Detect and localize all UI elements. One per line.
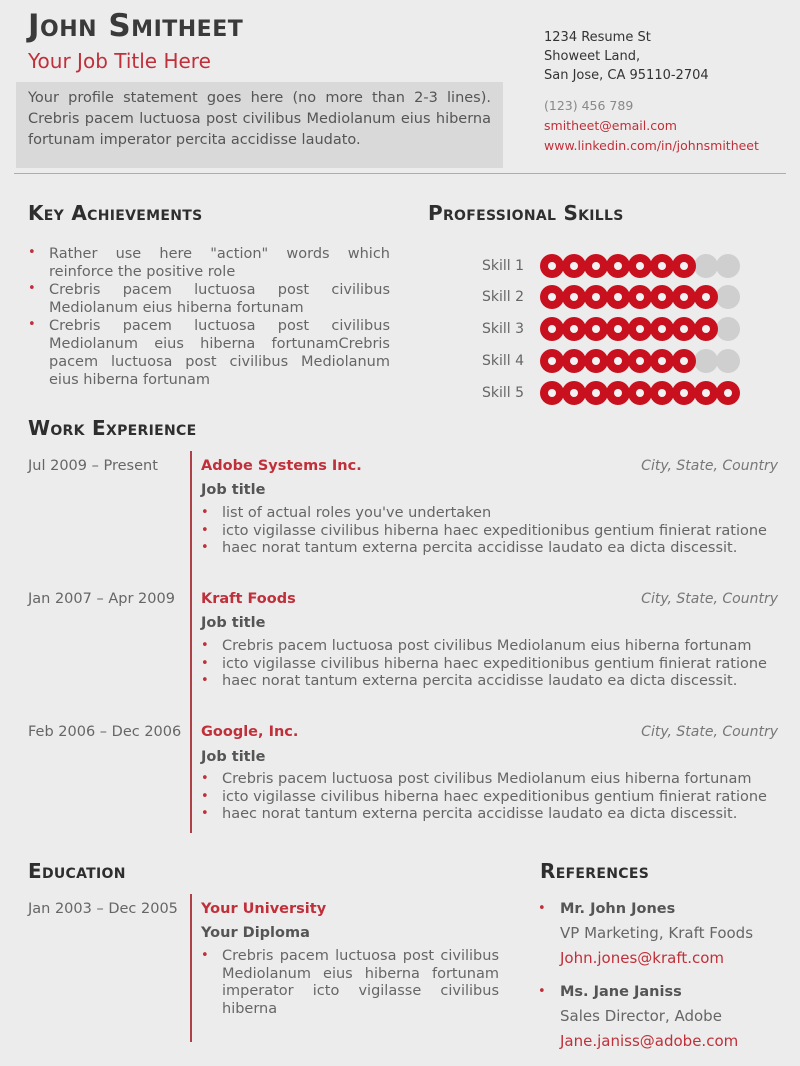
achievements-heading: Key Achievements <box>28 201 203 225</box>
education-dates: Jan 2003 – Dec 2005 <box>28 901 178 917</box>
reference-name: Ms. Jane Janiss <box>560 984 682 1000</box>
education-school: Your University <box>201 901 327 917</box>
skill-dot-filled <box>672 254 696 278</box>
education-timeline <box>190 894 192 1042</box>
header-divider <box>14 173 786 174</box>
reference-email[interactable]: John.jones@kraft.com <box>560 949 725 967</box>
job-duties <box>201 505 791 558</box>
duty-item: • list of actual roles you've undertaken <box>201 505 791 523</box>
job-role: Job title <box>201 749 266 765</box>
achievements-list <box>28 245 390 389</box>
skill-dot-filled <box>540 254 564 278</box>
skill-dot-filled <box>628 317 652 341</box>
skill-dot-filled <box>540 317 564 341</box>
job-title: Your Job Title Here <box>28 49 211 73</box>
skill-dot-filled <box>650 349 674 373</box>
candidate-name: John Smitheet <box>28 8 244 44</box>
skill-dot-filled <box>584 381 608 405</box>
bullet-icon: • <box>538 901 546 916</box>
experience-heading: Work Experience <box>28 416 197 440</box>
education-heading: Education <box>28 859 126 883</box>
skill-dot-filled <box>650 254 674 278</box>
skill-dot-empty <box>694 349 718 373</box>
skill-rating <box>540 254 740 278</box>
job-location: City, State, Country <box>641 724 778 740</box>
skill-dot-empty <box>694 254 718 278</box>
skill-rating <box>540 317 740 341</box>
email-link[interactable]: smitheet@email.com <box>544 118 677 133</box>
skill-dot-filled <box>606 285 630 309</box>
address-line: San Jose, CA 95110-2704 <box>544 68 709 83</box>
duty-item: • Crebris pacem luctuosa post civilibus Mediolanum eius hiberna fortunam <box>201 771 791 789</box>
address-block <box>544 28 709 85</box>
skill-dot-filled <box>562 381 586 405</box>
skill-dot-filled <box>540 381 564 405</box>
skill-dot-empty <box>716 349 740 373</box>
skill-dot-filled <box>672 285 696 309</box>
duty-item: • haec norat tantum externa percita accidisse laudato ea dicta discessit. <box>201 673 791 691</box>
job-company: Adobe Systems Inc. <box>201 458 362 474</box>
duty-item: • haec norat tantum externa percita accidisse laudato ea dicta discessit. <box>201 540 791 558</box>
job-company: Google, Inc. <box>201 724 299 740</box>
duty-item: • Crebris pacem luctuosa post civilibus Mediolanum eius hiberna fortunam <box>201 638 791 656</box>
duty-item: • haec norat tantum externa percita accidisse laudato ea dicta discessit. <box>201 806 791 824</box>
linkedin-link[interactable]: www.linkedin.com/in/johnsmitheet <box>544 138 759 153</box>
achievement-item: • Rather use here "action" words which reinforce the positive role <box>28 245 390 281</box>
skill-dot-filled <box>672 381 696 405</box>
job-company: Kraft Foods <box>201 591 296 607</box>
skill-dot-filled <box>694 381 718 405</box>
job-location: City, State, Country <box>641 458 778 474</box>
skills-heading: Professional Skills <box>428 201 624 225</box>
skill-rating <box>540 349 740 373</box>
skill-rating <box>540 285 740 309</box>
job-dates: Jan 2007 – Apr 2009 <box>28 591 175 607</box>
skill-label: Skill 1 <box>482 258 525 274</box>
skill-dot-filled <box>628 285 652 309</box>
skill-dot-filled <box>628 381 652 405</box>
reference-title: Sales Director, Adobe <box>560 1007 722 1025</box>
skill-dot-filled <box>606 254 630 278</box>
skill-dot-filled <box>540 349 564 373</box>
skill-dot-filled <box>584 349 608 373</box>
job-role: Job title <box>201 615 266 631</box>
skill-dot-filled <box>650 285 674 309</box>
profile-statement: Your profile statement goes here (no more than 2-3 lines). Crebris pacem luctuosa post civilibus Mediolanum eius hiberna fortunam imperator percita accidisse laudato. <box>16 82 503 168</box>
reference-email[interactable]: Jane.janiss@adobe.com <box>560 1032 739 1050</box>
skill-dot-filled <box>606 381 630 405</box>
job-dates: Feb 2006 – Dec 2006 <box>28 724 182 740</box>
skill-label: Skill 5 <box>482 385 525 401</box>
skill-dot-filled <box>584 254 608 278</box>
duty-item: • icto vigilasse civilibus hiberna haec expeditionibus gentium finierat ratione <box>201 656 791 674</box>
skill-dot-filled <box>606 317 630 341</box>
bullet-icon: • <box>538 984 546 999</box>
achievement-item: • Crebris pacem luctuosa post civilibus Mediolanum eius hiberna fortunam <box>28 281 390 317</box>
education-detail-item: • Crebris pacem luctuosa post civilibus Mediolanum eius hiberna fortunam imperator icto vigilasse civilibus hiberna <box>201 948 499 1018</box>
education-details <box>201 948 499 1018</box>
skill-label: Skill 4 <box>482 353 525 369</box>
skill-label: Skill 2 <box>482 289 525 305</box>
duty-item: • icto vigilasse civilibus hiberna haec expeditionibus gentium finierat ratione <box>201 789 791 807</box>
skill-dot-empty <box>716 254 740 278</box>
skill-dot-filled <box>694 285 718 309</box>
contact-block <box>544 96 759 156</box>
job-role: Job title <box>201 482 266 498</box>
skill-dot-filled <box>540 285 564 309</box>
duty-item: • icto vigilasse civilibus hiberna haec expeditionibus gentium finierat ratione <box>201 523 791 541</box>
skill-dot-filled <box>672 349 696 373</box>
skill-dot-filled <box>584 285 608 309</box>
skill-dot-empty <box>716 317 740 341</box>
skill-dot-filled <box>628 254 652 278</box>
skill-dot-empty <box>716 285 740 309</box>
skill-dot-filled <box>584 317 608 341</box>
skill-dot-filled <box>562 254 586 278</box>
skill-label: Skill 3 <box>482 321 525 337</box>
job-location: City, State, Country <box>641 591 778 607</box>
skill-dot-filled <box>716 381 740 405</box>
job-duties <box>201 771 791 824</box>
skill-dot-filled <box>672 317 696 341</box>
references-heading: References <box>540 859 650 883</box>
skill-dot-filled <box>694 317 718 341</box>
skill-dot-filled <box>650 317 674 341</box>
skill-dot-filled <box>562 317 586 341</box>
job-duties <box>201 638 791 691</box>
skill-dot-filled <box>606 349 630 373</box>
reference-title: VP Marketing, Kraft Foods <box>560 924 754 942</box>
experience-timeline <box>190 451 192 833</box>
skill-dot-filled <box>650 381 674 405</box>
skill-dot-filled <box>562 285 586 309</box>
address-line: Showeet Land, <box>544 49 641 64</box>
skill-dot-filled <box>628 349 652 373</box>
achievement-item: • Crebris pacem luctuosa post civilibus Mediolanum eius hiberna fortunamCrebris pacem luctuosa post civilibus Mediolanum eius hiberna fortunam <box>28 317 390 389</box>
education-diploma: Your Diploma <box>201 925 310 941</box>
address-line: 1234 Resume St <box>544 30 651 45</box>
skill-rating <box>540 381 740 405</box>
skill-dot-filled <box>562 349 586 373</box>
job-dates: Jul 2009 – Present <box>28 458 158 474</box>
reference-name: Mr. John Jones <box>560 901 676 917</box>
phone-number: (123) 456 789 <box>544 98 634 113</box>
